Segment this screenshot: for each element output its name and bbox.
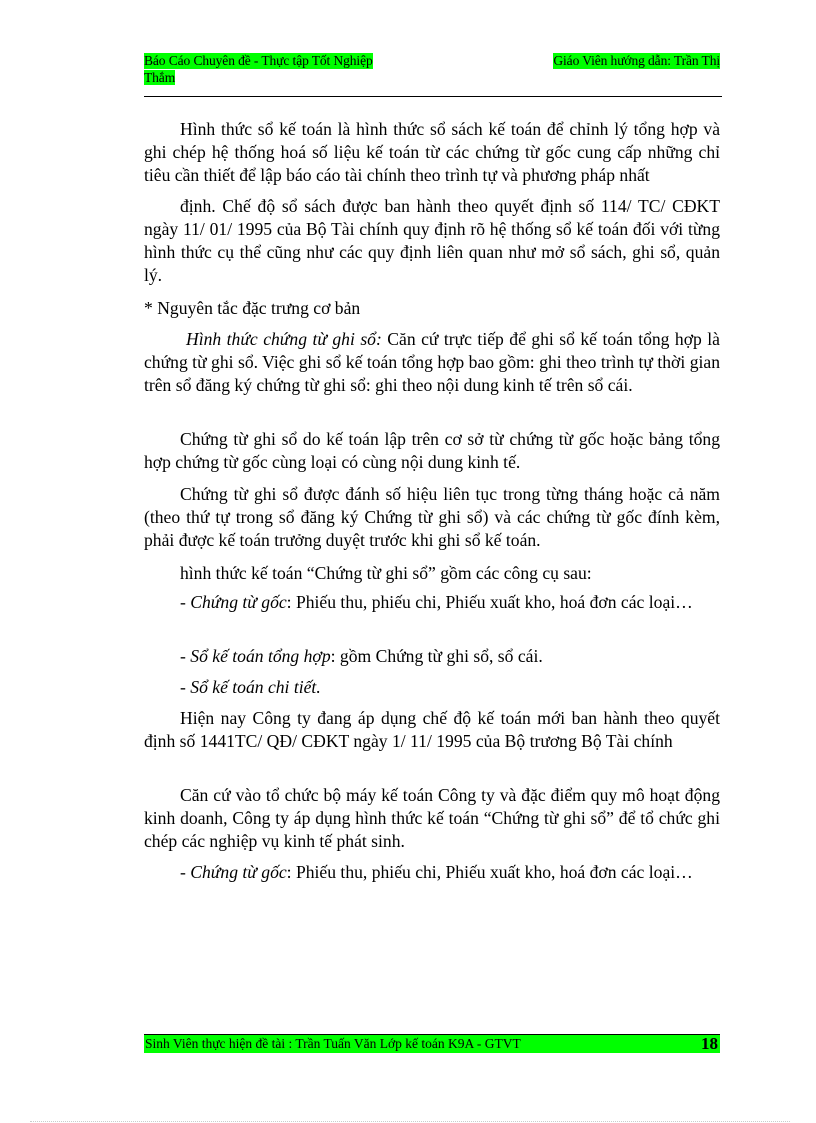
- header-divider: [144, 96, 722, 97]
- list-dash: -: [180, 592, 191, 612]
- list-item-2-text: : gồm Chứng từ ghi sổ, sổ cái.: [330, 646, 543, 666]
- paragraph-1: Hình thức sổ kế toán là hình thức sổ sách kế toán để chỉnh lý tổng hợp và ghi chép hệ thống hoá số liệu kế toán từ các chứng từ gốc cung cấp những chỉ tiêu cần thiết để lập báo cáo tài chính theo trình tự và phương pháp nhất: [144, 119, 720, 185]
- list-item-4: [144, 861, 720, 884]
- paragraph-4-italic: Hình thức chứng từ ghi sổ:: [186, 329, 382, 349]
- section-heading: * Nguyên tắc đặc trưng cơ bản: [144, 298, 361, 318]
- list-item-3-italic: Sổ kế toán chi tiết.: [190, 677, 321, 697]
- paragraph-7: hình thức kế toán “Chứng từ ghi sổ” gồm các công cụ sau:: [180, 563, 592, 583]
- page-footer: [144, 1034, 720, 1053]
- list-item-2-italic: Sổ kế toán tổng hợp: [190, 646, 331, 666]
- list-item-2: [144, 645, 720, 668]
- page-number: 18: [701, 1034, 718, 1053]
- header-left-text: Báo Cáo Chuyên đề - Thực tập Tốt Nghiệp: [144, 53, 373, 68]
- list-dash: -: [180, 646, 191, 666]
- paragraph-11: Hiện nay Công ty đang áp dụng chế độ kế toán mới ban hành theo quyết định số 1441TC/ QĐ/ CĐKT ngày 1/ 11/ 1995 của Bộ trương Bộ Tài chính: [144, 708, 720, 751]
- header-continuation-text: Thắm: [144, 70, 176, 85]
- paragraph-5: Chứng từ ghi sổ do kế toán lập trên cơ sở từ chứng từ gốc hoặc bảng tổng hợp chứng từ gốc cùng loại có cùng nội dung kinh tế.: [144, 429, 720, 472]
- paragraph-2: định. Chế độ sổ sách được ban hành theo quyết định số 114/ TC/ CĐKT ngày 11/ 01/ 1995 của Bộ Tài chính quy định rõ hệ thống sổ kế toán đối với từng hình thức cụ thể cũng như các quy định liên quan như mở sổ sách, ghi sổ, quản lý.: [144, 196, 720, 285]
- page-header: [144, 53, 720, 87]
- paragraph-6: Chứng từ ghi sổ được đánh số hiệu liên tục trong từng tháng hoặc cả năm (theo thứ tự trong sổ đăng ký Chứng từ ghi sổ) và các chứng từ gốc đính kèm, phải được kế toán trưởng duyệt trước khi ghi sổ kế toán.: [144, 484, 720, 550]
- header-right-text: Giáo Viên hướng dẫn: Trần Thị: [553, 53, 720, 68]
- paragraph-4: [144, 328, 720, 397]
- list-item-1-italic: Chứng từ gốc: [190, 592, 287, 612]
- list-item-4-text: : Phiếu thu, phiếu chi, Phiếu xuất kho, hoá đơn các loại…: [286, 862, 693, 882]
- footer-text: Sinh Viên thực hiện đề tài : Trần Tuấn Văn Lớp kế toán K9A - GTVT: [145, 1036, 521, 1051]
- paragraph-4-text: Căn cứ trực tiếp để ghi sổ kế toán tổng hợp là chứng từ ghi sổ. Việc ghi sổ kế toán tổng hợp bao gồm: ghi theo trình tự thời gian trên sổ đăng ký chứng từ ghi sổ: ghi theo nội dung kinh tế trên sổ cái.: [144, 329, 720, 395]
- list-item-1: [144, 591, 720, 614]
- list-dash: -: [180, 677, 191, 697]
- list-dash: -: [180, 862, 191, 882]
- paragraph-12: Căn cứ vào tổ chức bộ máy kế toán Công ty và đặc điểm quy mô hoạt động kinh doanh, Công ty áp dụng hình thức kế toán “Chứng từ ghi sổ” để tổ chức ghi chép các nghiệp vụ kinh tế phát sinh.: [144, 785, 720, 851]
- list-item-3: [144, 676, 720, 699]
- page-bottom-border: [30, 1121, 790, 1122]
- list-item-4-italic: Chứng từ gốc: [190, 862, 287, 882]
- list-item-1-text: : Phiếu thu, phiếu chi, Phiếu xuất kho, hoá đơn các loại…: [286, 592, 693, 612]
